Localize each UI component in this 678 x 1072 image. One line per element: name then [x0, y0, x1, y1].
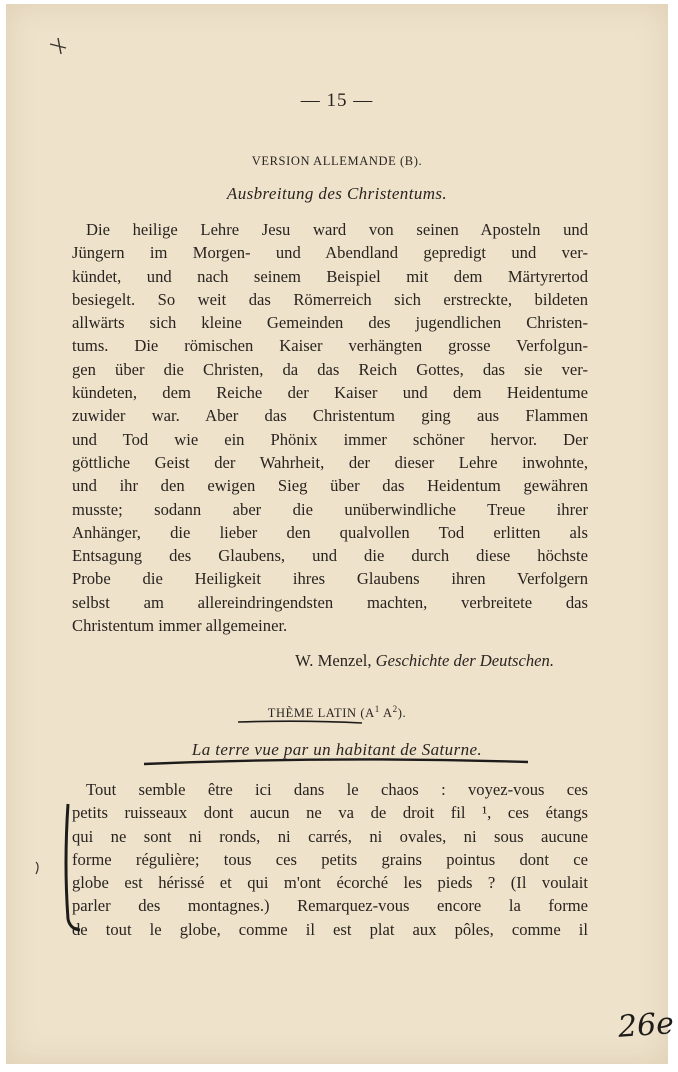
latin-heading-text: THÈME LATIN (A — [267, 706, 375, 721]
text-line: und Tod wie ein Phönix immer schöner hervor. Der — [72, 429, 588, 449]
text-line: gen über die Christen, da das Reich Gottes, das sie ver- — [72, 359, 588, 379]
text-line: zuwider war. Aber das Christentum ging aus Flammen — [72, 406, 588, 426]
attribution — [72, 651, 554, 671]
text-line: forme régulière; tous ces petits grains pointus dont ce — [72, 849, 588, 869]
text-line: Tout semble être ici dans le chaos : voyez-vous ces — [86, 780, 588, 799]
margin-tick-mark — [36, 862, 38, 874]
text-line: globe est hérissé et qui m'ont écorché les pieds ? (Il voulait — [72, 873, 588, 893]
text-line: Entsagung des Glaubens, und die durch diese höchste — [72, 546, 588, 566]
text-line: tums. Die römischen Kaiser verhängten grosse Verfolgun- — [72, 336, 588, 356]
latin-section-heading — [6, 704, 668, 721]
latin-paragraph — [72, 778, 588, 941]
text-line: kündet, und nach seinem Beispiel mit dem Märtyrertod — [72, 266, 588, 286]
latin-heading-sup1: 1 — [374, 704, 380, 714]
title-underline-mark — [144, 759, 528, 764]
german-paragraph — [72, 218, 588, 637]
heading-underline-mark — [238, 721, 362, 723]
text-line: und ihr den ewigen Sieg über das Heidentum gewähren — [72, 476, 588, 496]
text-line: Probe die Heiligkeit ihres Glaubens ihren Verfolgern — [72, 569, 588, 589]
text-line: Anhänger, die lieber den qualvollen Tod erlitten als — [72, 522, 588, 542]
text-line: Jüngern im Morgen- und Abendland gepredigt und ver- — [72, 243, 588, 263]
text-line: qui ne sont ni ronds, ni carrés, ni ovales, ni sous aucune — [72, 826, 588, 846]
latin-heading-sup2: 2 — [392, 704, 398, 714]
text-line: kündeten, dem Reiche der Kaiser und dem Heidentume — [72, 383, 588, 403]
pencil-corner-mark — [50, 38, 66, 54]
text-line: parler des montagnes.) Remarquez-vous encore la forme — [72, 896, 588, 916]
text-line: allwärts sich kleine Gemeinden des jugendlichen Christen- — [72, 313, 588, 333]
text-line: petits ruisseaux dont aucun ne va de droit fil ¹, ces étangs — [72, 803, 588, 823]
text-line: Die heilige Lehre Jesu ward von seinen Aposteln und — [86, 220, 588, 239]
latin-heading-mid: A — [379, 706, 393, 721]
page-number: — 15 — — [300, 90, 374, 111]
text-line: musste; sodann aber die unüberwindliche Treue ihrer — [72, 499, 588, 519]
attribution-work: Geschichte der Deutschen. — [375, 651, 554, 670]
text-line: Christentum immer allgemeiner. — [72, 616, 288, 636]
handwritten-number: 26e — [616, 1006, 676, 1045]
text-line: besiegelt. So weit das Römerreich sich erstreckte, bildeten — [72, 289, 588, 309]
text-line: göttliche Geist der Wahrheit, der dieser Lehre inwohnte, — [72, 452, 588, 472]
text-line: selbst am allereindringendsten machten, verbreitete das — [72, 592, 588, 612]
document-page — [6, 4, 676, 1064]
german-section-heading: VERSION ALLEMANDE (B). — [251, 154, 423, 168]
latin-heading-end: ). — [397, 706, 407, 721]
latin-section-title: La terre vue par un habitant de Saturne. — [191, 740, 483, 759]
text-line: de tout le globe, comme il est plat aux pôles, comme il — [72, 919, 588, 939]
german-section-title: Ausbreitung des Christentums. — [226, 184, 448, 203]
attribution-author: W. Menzel, — [295, 651, 372, 670]
